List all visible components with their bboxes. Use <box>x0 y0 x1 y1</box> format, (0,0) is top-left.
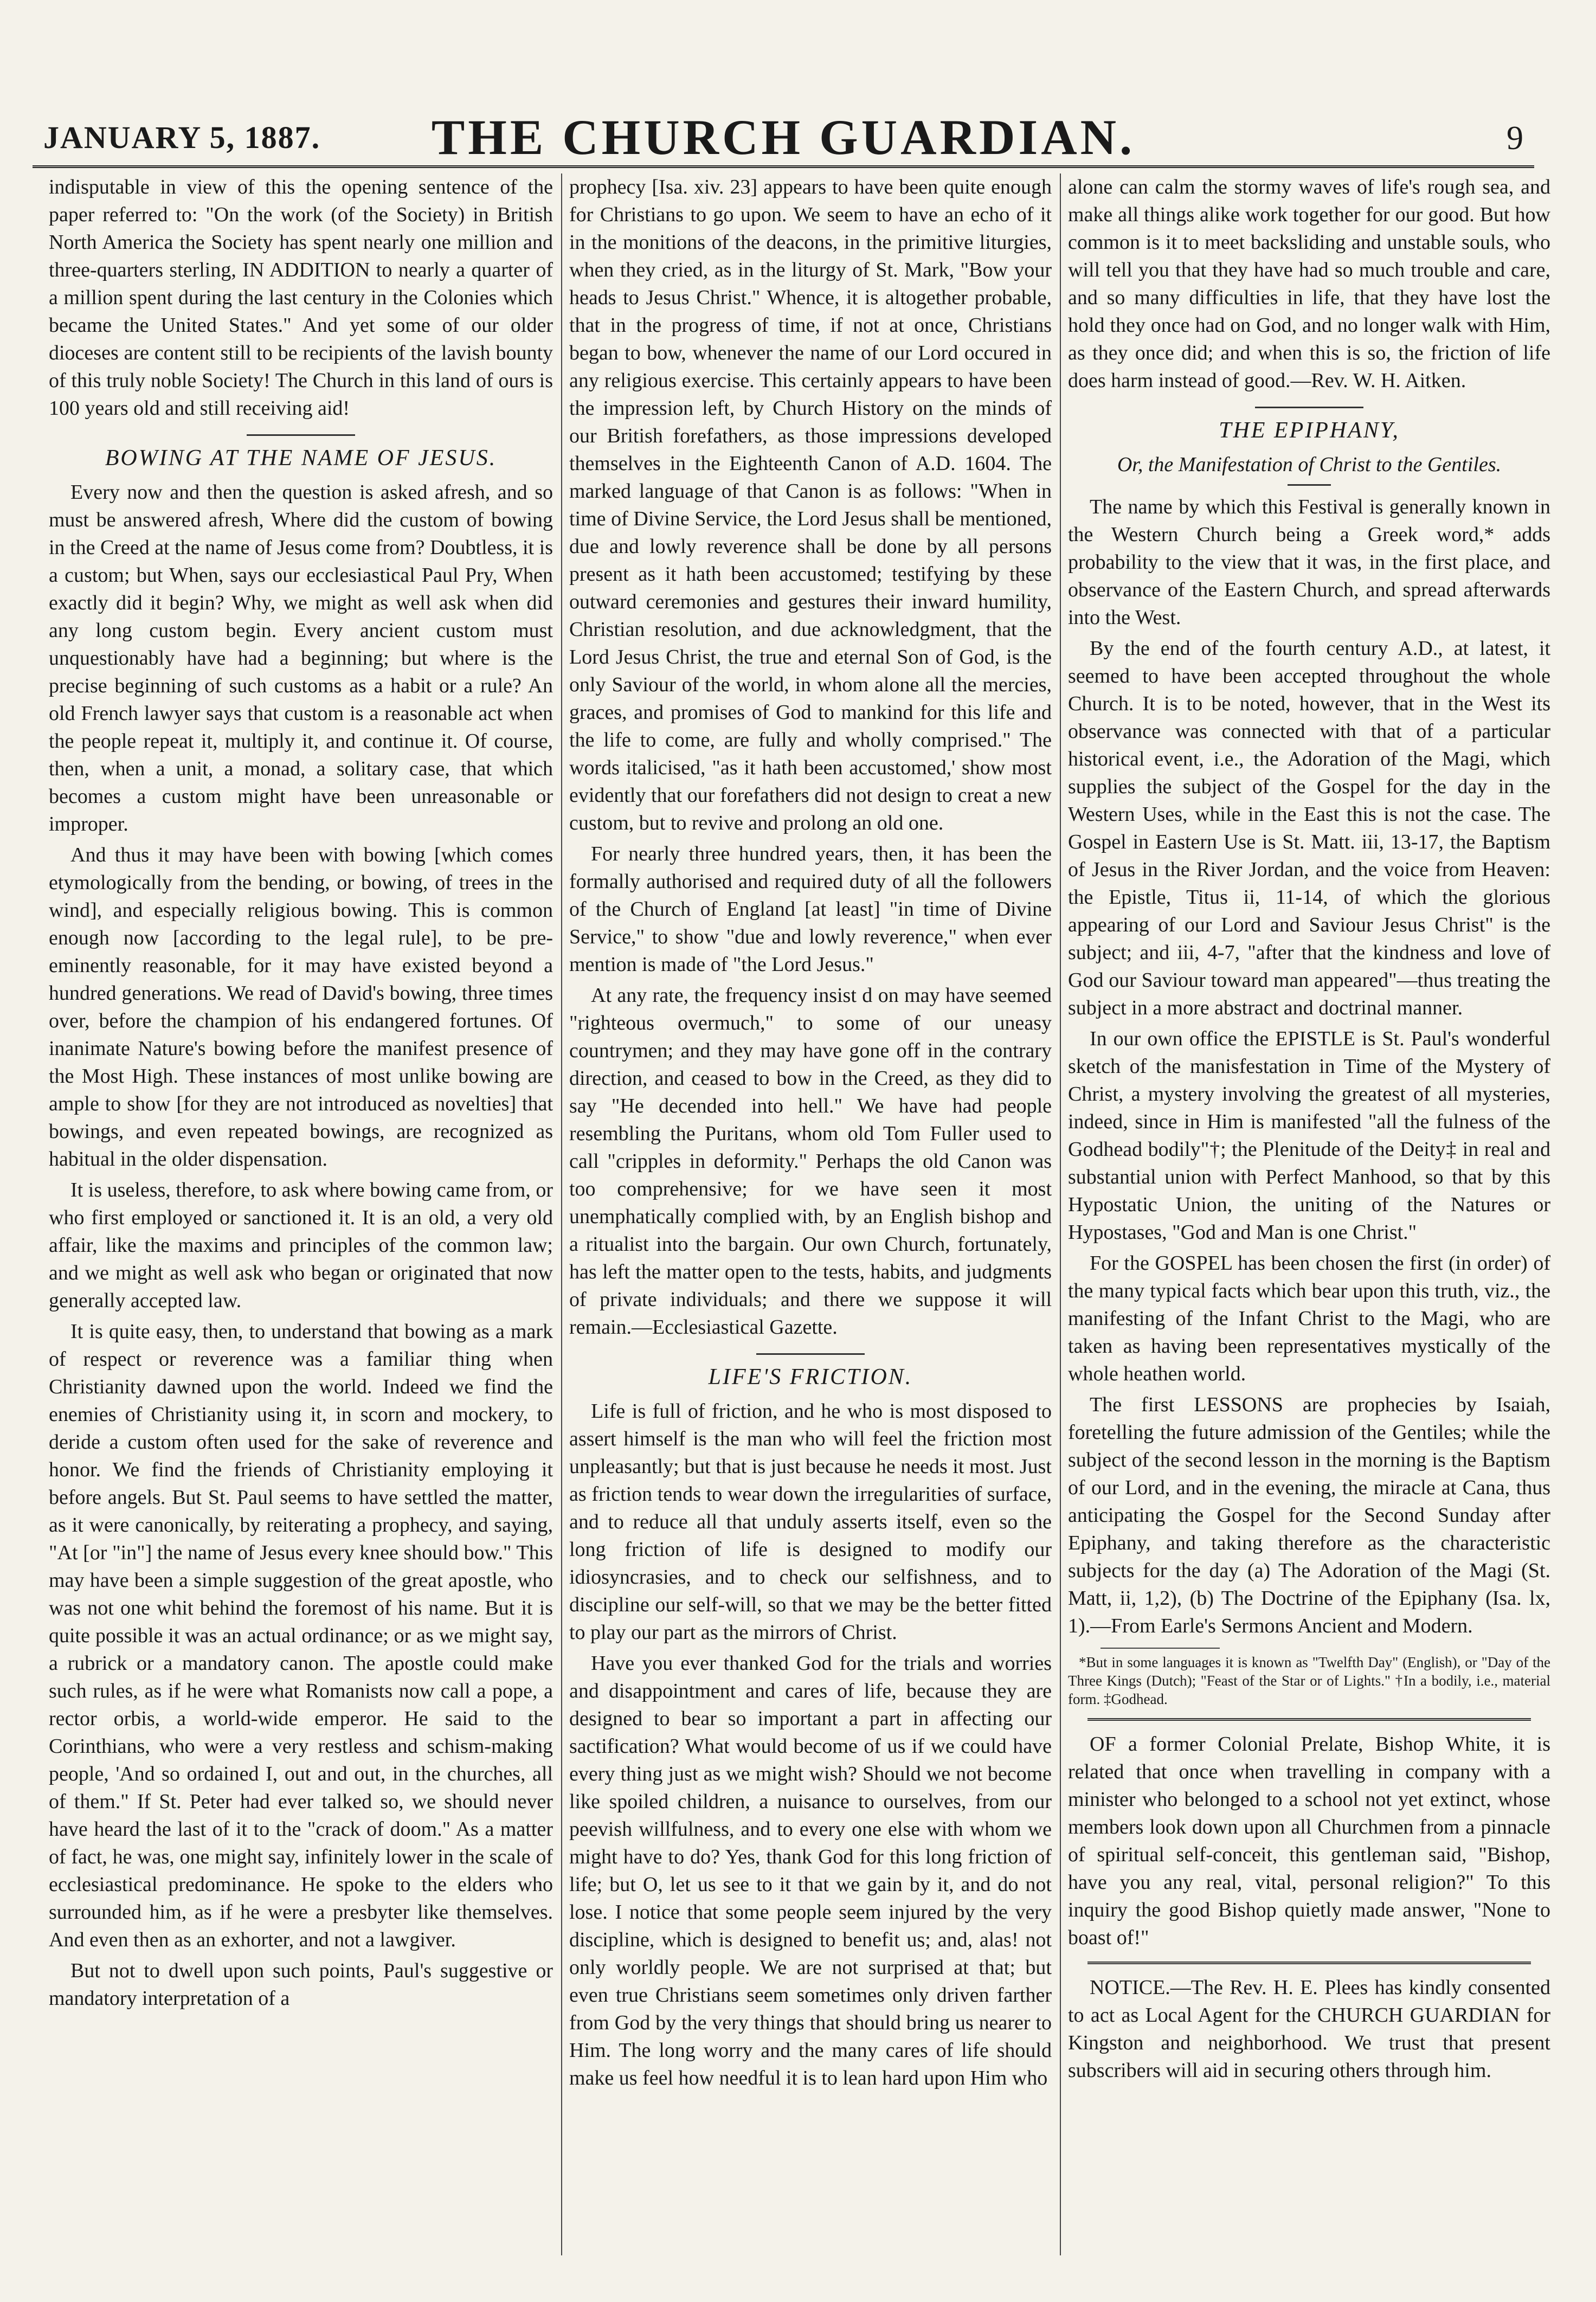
notice-paragraph: NOTICE.—The Rev. H. E. Plees has kindly consented to act as Local Agent for the CHURCH GUARDIAN for Kingston and neighborhood. We trust that present subscribers will aid in securing others through him. <box>1068 1976 1550 2082</box>
column-divider <box>561 173 562 2255</box>
masthead-rule <box>33 165 1534 168</box>
section-rule <box>247 434 355 436</box>
article-paragraph: For nearly three hundred years, then, it has been the formally authorised and required duty of all the followers of the Church of England [at least] "in time of Divine Service," to show "due and lowly reverence," when ever mention is made of "the Lord Jesus." <box>569 843 1052 976</box>
column-divider <box>1060 173 1061 2255</box>
page-number: 9 <box>1507 120 1523 157</box>
column-3 <box>1068 173 1550 2255</box>
column-1 <box>49 173 553 2255</box>
article-heading-bowing: BOWING AT THE NAME OF JESUS. <box>105 446 497 471</box>
section-rule <box>1087 1962 1531 1964</box>
article-paragraph: The name by which this Festival is generally known in the Western Church being a Greek word,* adds probability to the view that it was, in the first place, and observance of the Eastern Church, and spread afterwards into the West. <box>1068 496 1550 629</box>
masthead <box>33 108 1534 168</box>
article-paragraph-bishop: OF a former Colonial Prelate, Bishop White, it is related that once when travelling in company with a minister who belonged to a school not yet extinct, whose members look down upon all Churchmen from a pinnacle of spiritual self-conceit, this gentleman said, "Bishop, have you any real, vital, personal religion?" To this inquiry the good Bishop quietly made answer, "None to boast of!" <box>1068 1733 1550 1949</box>
article-paragraph: For the GOSPEL has been chosen the first (in order) of the many typical facts which bear upon this truth, viz., the manifesting of the Infant Christ to the Magi, who are taken as having been representatives mystically of the whole heathen world. <box>1068 1252 1550 1385</box>
footnote-rule <box>1101 1648 1220 1649</box>
article-paragraph: At any rate, the frequency insist d on may have seemed "righteous overmuch," to some of our uneasy countrymen; and they may have gone off in the contrary direction, and ceased to bow in the Creed, as they did to say "He decended into hell." We have had people resembling the Puritans, whom old Tom Fuller used to call "cripples in deformity." Perhaps the old Canon was too comprehensive; for we have seen it most unemphatically complied with, by an English bishop and a ritualist into the bargain. Our own Church, fortunately, has left the matter open to the tests, habits, and judgments of private individuals; and there we suppose it will remain.—Ecclesiastical Gazette. <box>569 984 1052 1339</box>
article-paragraph: prophecy [Isa. xiv. 23] appears to have been quite enough for Christians to go upon. We seem to have an echo of it in the monitions of the deacons, in the primitive liturgies, when they cried, as in the liturgy of St. Mark, "Bow your heads to Jesus Christ." Whence, it is altogether probable, that in the progress of time, if not at once, Christians began to bow, whenever the name of our Lord occured in any religious exercise. This certainly appears to have been the impression left, by Church History on the minds of our British forefathers, as those impressions developed themselves in the Eighteenth Canon of A.D. 1604. The marked language of that Canon is as follows: "When in time of Divine Service, the Lord Jesus shall be mentioned, due and lowly reverence shall be done by all persons present as it hath been accustomed; testifying by these outward ceremonies and gestures their inward humility, Christian resolution, and due acknowledgment, that the Lord Jesus Christ, the true and eternal Son of God, is the only Saviour of the world, in whom alone all the mercies, graces, and promises of God to mankind for this life and the life to come, are fully and wholly comprised." The words italicised, "as it hath been accustomed,' show most evidently that our forefathers did not design to creat a new custom, but to revive and prolong an old one. <box>569 176 1052 834</box>
intro-paragraph: indisputable in view of this the opening sentence of the paper referred to: "On the work (of the Society) in British North America the Society has spent nearly one million and three-quarters sterling, IN ADDITION to nearly a quarter of a million spent during the last century in the Colonies which became the United States." And yet some of our older dioceses are content still to be recipients of the lavish bounty of this truly noble Society! The Church in this land of ours is 100 years old and still receiving aid! <box>49 176 553 420</box>
article-paragraph: By the end of the fourth century A.D., at latest, it seemed to have been accepted throughout the whole Church. It is to be noted, however, that in the West its observance was connected with that of a particular historical event, i.e., the Adoration of the Magi, which supplies the subject of the Gospel for the day in the Western Uses, while in the East this is not the case. The Gospel in Eastern Use is St. Matt. iii, 13-17, the Baptism of Jesus in the River Jordan, and the voice from Heaven: the Epistle, Titus ii, 11-14, of which the glorious appearing of our Lord and Saviour Jesus Christ" is the subject; and iii, 4-7, "after that the kindness and love of God our Saviour toward man appeared"—thus treating the subject in a more abstract and doctrinal manner. <box>1068 637 1550 1019</box>
footnote: *But in some languages it is known as "Twelfth Day" (English), or "Day of the Three Kings (Dutch); "Feast of the Star or of Lights." †In a bodily, i.e., material form. ‡Godhead. <box>1068 1654 1550 1707</box>
article-paragraph: It is quite easy, then, to understand that bowing as a mark of respect or reverence was a familiar thing when Christianity dawned upon the world. Indeed we find the enemies of Christianity using it, in scorn and mockery, to deride a custom often used for the sake of reverence and honor. We find the friends of Christianity employing it before angels. But St. Paul seems to have settled the matter, as it were canonically, by reiterating a prophecy, and saying, "At [or "in"] the name of Jesus every knee should bow." This may have been a simple suggestion of the great apostle, who was not one whit behind the foremost of his name. But it is quite possible it was an actual ordinance; or as we might say, a rubrick or a mandatory canon. The apostle could make such rules, as if he were what Romanists now call a pope, a rector orbis, a world-wide emperor. He said to the Corinthians, who were a very restless and schism-making people, 'And so ordained I, out and out, in the churches, all of them." If St. Peter had ever talked so, we should never have heard the last of it to the "crack of doom." As a matter of fact, he was, one might say, infinitely lower in the scale of ecclesiastical predominance. He spoke to the elders who surrounded him, as if he were a presbyter like themselves. And even then as an exhorter, and not a lawgiver. <box>49 1320 553 1951</box>
article-paragraph: And thus it may have been with bowing [which comes etymologically from the bending, or bowing, of trees in the wind], and especially religious bowing. This is common enough now [according to the legal rule], to be pre-eminently reasonable, for it may have existed beyond a hundred generations. We read of David's bowing, three times over, before the champion of his endangered fortunes. Of inanimate Nature's bowing before the manifest presence of the Most High. These instances of most unlike bowing are ample to show [for they are not introduced as novelties] that bowings, and even repeated bowings, are recognized as habitual in the older dispensation. <box>49 844 553 1171</box>
section-rule <box>1255 407 1363 408</box>
article-paragraph: The first LESSONS are prophecies by Isaiah, foretelling the future admission of the Gentiles; while the subject of the second lesson in the morning is the Baptism of our Lord, and in the evening, the miracle at Cana, thus anticipating the Gospel for the Second Sunday after Epiphany, and taking therefore as the characteristic subjects for the day (a) The Adoration of the Magi (St. Matt, ii, 1,2), (b) The Doctrine of the Epiphany (Isa. lx, 1).—From Earle's Sermons Ancient and Modern. <box>1068 1393 1550 1637</box>
article-heading-epiphany: THE EPIPHANY, <box>1219 418 1400 443</box>
article-paragraph: It is useless, therefore, to ask where bowing came from, or who first employed or sanctioned it. It is an old, a very old affair, like the maxims and principles of the common law; and we might as well ask who began or originated that now generally accepted law. <box>49 1179 553 1312</box>
article-paragraph: But not to dwell upon such points, Paul's suggestive or mandatory interpretation of a <box>49 1959 553 2010</box>
article-heading-friction: LIFE'S FRICTION. <box>708 1365 913 1390</box>
newspaper-title: THE CHURCH GUARDIAN. <box>431 110 1136 165</box>
section-rule <box>756 1353 865 1355</box>
article-paragraph: Every now and then the question is asked afresh, and so must be answered afresh, Where did the custom of bowing in the Creed at the name of Jesus come from? Doubtless, it is a custom; but When, says our ecclesiastical Paul Pry, When exactly did it begin? Why, we might as well ask when did any long custom begin. Every ancient custom must unquestionably have had a beginning; but where is the precise beginning of such customs as a habit or a rule? An old French lawyer says that custom is a reasonable act when the people repeat it, multiply it, and continue it. Of course, then, when a unit, a monad, a solitary case, that which becomes a custom might have been unreasonable or improper. <box>49 481 553 835</box>
article-paragraph: Have you ever thanked God for the trials and worries and disappointment and cares of life, because they are designed to bear so important a part in affecting our sactification? What would become of us if we could have every thing just as we might wish? Should we not become like spoiled children, a nuisance to ourselves, from our peevish willfulness, and to every one else with whom we might have to do? Yes, thank God for this long friction of life; but O, let us see to it that we gain by it, and do not lose. I notice that some people seem injured by the very discipline, which is designed to benefit us; and, alas! not only worldly people. We are not surprised at that; but even true Christians seem sometimes only driven farther from God by the very things that should bring us nearer to Him. The long worry and the many cares of life should make us feel how needful it is to lean hard upon Him who <box>569 1652 1052 2089</box>
issue-date: JANUARY 5, 1887. <box>43 120 321 155</box>
article-subheading-epiphany: Or, the Manifestation of Christ to the Gentiles. <box>1117 453 1502 476</box>
column-2 <box>569 173 1052 2255</box>
article-paragraph: In our own office the EPISTLE is St. Paul's wonderful sketch of the manisfestation in Time of the Mystery of Christ, a mystery involving the greatest of all mysteries, indeed, since in Him is manifested "all the fulness of the Godhead bodily"†; the Plenitude of the Deity‡ in real and substantial union with Perfect Manhood, so that by this Hypostatic Union, the uniting of the Natures or Hypostases, "God and Man is one Christ." <box>1068 1027 1550 1244</box>
section-rule <box>1087 1718 1531 1721</box>
article-paragraph: Life is full of friction, and he who is most disposed to assert himself is the man who will feel the friction most unpleasantly; but that is just because he needs it most. Just as friction tends to wear down the irregularities of surface, and to reduce all that unduly asserts itself, even so the long friction of life is designed to modify our idiosyncrasies, and to check our selfishness, and to discipline our self-will, so that we may be the better fitted to play our part as the mirrors of Christ. <box>569 1400 1052 1644</box>
section-rule <box>1288 484 1331 486</box>
article-paragraph: alone can calm the stormy waves of life's rough sea, and make all things alike work together for our good. But how common is it to meet backsliding and unstable souls, who will tell you that they have had so much trouble and care, and so many difficulties in life, that they have lost the hold they once had on God, and no longer walk with Him, as they once did; and when this is so, the friction of life does harm instead of good.—Rev. W. H. Aitken. <box>1068 176 1550 392</box>
